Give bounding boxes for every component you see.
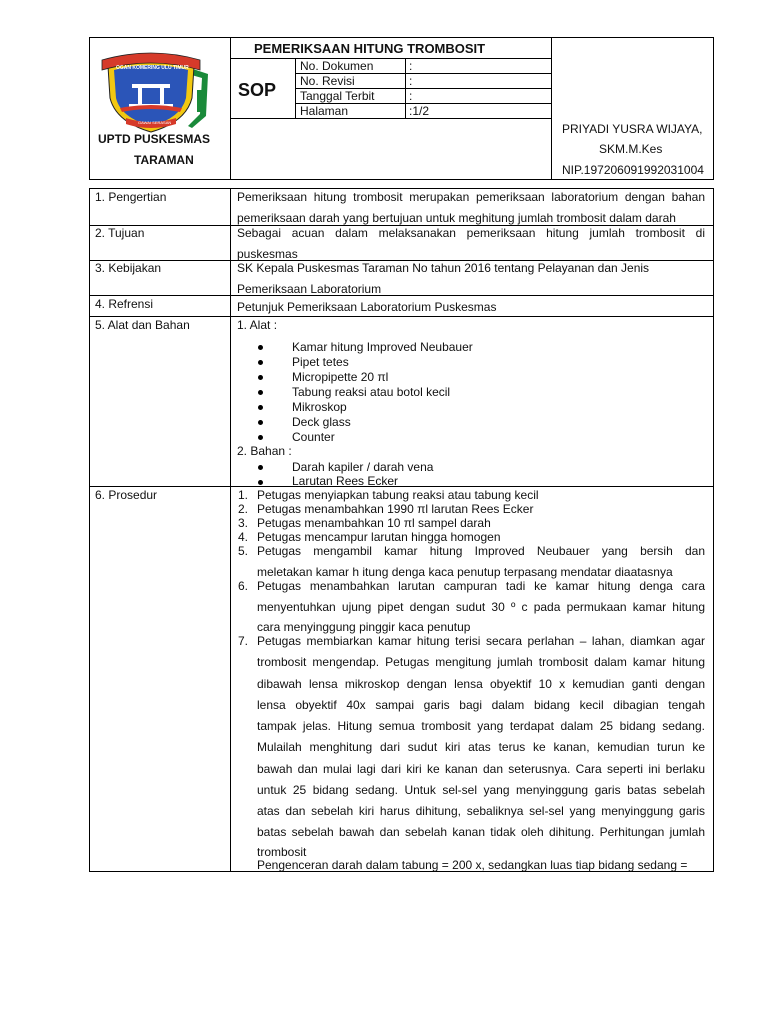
step-number: 7. — [238, 634, 249, 648]
meta-value-halaman: :1/2 — [409, 104, 430, 118]
bahan-item: Larutan Rees Ecker — [292, 474, 399, 488]
step-line: trombosit mengendap. Petugas mengitung jumlah trombosit dalam kamar hitung — [257, 655, 705, 669]
step-line: Petugas menambahkan larutan campuran tadi ke kamar hitung denga cara — [257, 579, 705, 593]
alat-item: Deck glass — [292, 415, 351, 429]
step-line: Petugas membiarkan kamar hitung terisi secara perlahan – lahan, diamkan agar — [257, 634, 705, 648]
tujuan-line-2: puskesmas — [237, 247, 298, 261]
step-line: atas dan sebelah kiri harus dihitung, sebaliknya sel-sel yang menyinggung garis — [257, 804, 705, 818]
alat-item: Mikroskop — [292, 400, 347, 414]
alat-heading: 1. Alat : — [237, 318, 278, 332]
label-kebijakan: 3. Kebijakan — [95, 261, 162, 275]
step-line: cara menyinggung pinggir kaca penutup — [257, 620, 471, 634]
signer-nip: NIP.197206091992031004 — [562, 163, 704, 177]
alat-bullet-4 — [258, 390, 263, 395]
alat-item: Counter — [292, 430, 335, 444]
step-line: Mulailah menghitung dari sudut kiri atas terus ke kanan, kemudian turun ke — [257, 740, 705, 754]
step-line: Petugas mencampur larutan hingga homogen — [257, 530, 501, 544]
step-number: 5. — [238, 544, 249, 558]
meta-value-tanggal-terbit: : — [409, 89, 413, 103]
step-number: 3. — [238, 516, 249, 530]
logo-ribbon-text: OGAN KOMERING ULU TIMUR — [116, 65, 189, 71]
signer-degree: SKM.M.Kes — [599, 142, 663, 156]
org-name-line1: UPTD PUSKESMAS — [98, 132, 211, 146]
label-pengertian: 1. Pengertian — [95, 190, 167, 204]
org-name-line2: TARAMAN — [134, 153, 194, 167]
step-line: Pengenceran darah dalam tabung = 200 x, sedangkan luas tiap bidang sedang = — [257, 858, 688, 872]
step-line: meletakan kamar h itung denga kaca penutup terpasang mendatar diaatasnya — [257, 565, 673, 579]
document-title: PEMERIKSAAN HITUNG TROMBOSIT — [254, 41, 486, 56]
alat-item: Tabung reaksi atau botol kecil — [292, 385, 451, 399]
step-line: Petugas menambahkan 1990 πl larutan Rees Ecker — [257, 502, 534, 516]
meta-label-no-revisi: No. Revisi — [300, 74, 355, 88]
sop-label: SOP — [238, 80, 277, 100]
tujuan-line-1: Sebagai acuan dalam melaksanakan pemeriksaan hitung jumlah trombosit di — [237, 226, 705, 240]
step-line: dibawah lensa mikroskop dengan lensa obyektif 10 x kemudian ganti dengan — [257, 677, 705, 691]
pengertian-line-2: pemeriksaan darah yang bertujuan untuk meghitung jumlah trombosit dalam darah — [237, 211, 676, 225]
step-line: tampak jelas. Hitung semua trombosit yang terdapat dalam 25 bidang sedang. — [257, 719, 705, 733]
alat-bullet-7 — [258, 435, 263, 440]
step-number: 4. — [238, 530, 249, 544]
step-line: lensa obyektif 40x sampai garis bagi dalam bidang kecil dibagian tengah — [257, 698, 705, 712]
step-line: bawah dan mulai lagi dari kiri ke kanan dan seterusnya. Cara seperti ini berlaku — [257, 762, 705, 776]
step-line: menyentuhkan ujung pipet dengan sudut 30 º c pada permukaan kamar hitung — [257, 600, 705, 614]
logo-bottom-text: GAWAI SERASAN — [138, 120, 172, 125]
meta-value-no-revisi: : — [409, 74, 413, 88]
referensi-text: Petunjuk Pemeriksaan Laboratorium Puskesmas — [237, 300, 497, 314]
step-line: Petugas menambahkan 10 πl sampel darah — [257, 516, 491, 530]
step-line: batas sebelah bawah dan sebelah kanan tidak oleh dihitung. Perhitungan jumlah — [257, 825, 705, 839]
alat-bullet-5 — [258, 405, 263, 410]
alat-item: Kamar hitung Improved Neubauer — [292, 340, 473, 354]
step-number: 6. — [238, 579, 249, 593]
kebijakan-line-2: Pemeriksaan Laboratorium — [237, 282, 382, 296]
kebijakan-line-1: SK Kepala Puskesmas Taraman No tahun 2016 tentang Pelayanan dan Jenis — [237, 261, 650, 275]
puskesmas-logo — [96, 46, 222, 136]
step-number: 1. — [238, 488, 249, 502]
label-tujuan: 2. Tujuan — [95, 226, 145, 240]
bahan-heading: 2. Bahan : — [237, 444, 292, 458]
meta-label-tanggal-terbit: Tanggal Terbit — [300, 89, 375, 103]
pengertian-line-1: Pemeriksaan hitung trombosit merupakan pemeriksaan laboratorium dengan bahan — [237, 190, 705, 204]
step-line: trombosit — [257, 845, 307, 859]
bahan-bullet-2 — [258, 480, 263, 485]
alat-bullet-1 — [258, 345, 263, 350]
bahan-item: Darah kapiler / darah vena — [292, 460, 434, 474]
bahan-bullet-1 — [258, 465, 263, 470]
alat-bullet-3 — [258, 375, 263, 380]
alat-bullet-2 — [258, 360, 263, 365]
step-line: Petugas mengambil kamar hitung Improved Neubauer yang bersih dan — [257, 544, 705, 558]
alat-item: Pipet tetes — [292, 355, 349, 369]
alat-bullet-6 — [258, 420, 263, 425]
meta-value-no-dokumen: : — [409, 59, 413, 73]
step-number: 2. — [238, 502, 249, 516]
step-line: untuk 25 bidang sedang. Untuk sel-sel yang menyinggung garis batas sebelah — [257, 783, 705, 797]
label-alat-bahan: 5. Alat dan Bahan — [95, 318, 190, 332]
label-prosedur: 6. Prosedur — [95, 488, 158, 502]
step-line: Petugas menyiapkan tabung reaksi atau tabung kecil — [257, 488, 539, 502]
meta-label-halaman: Halaman — [300, 104, 349, 118]
signer-name: PRIYADI YUSRA WIJAYA, — [562, 122, 703, 136]
alat-item: Micropipette 20 πl — [292, 370, 389, 384]
label-referensi: 4. Refrensi — [95, 297, 154, 311]
meta-label-no-dokumen: No. Dokumen — [300, 59, 374, 73]
